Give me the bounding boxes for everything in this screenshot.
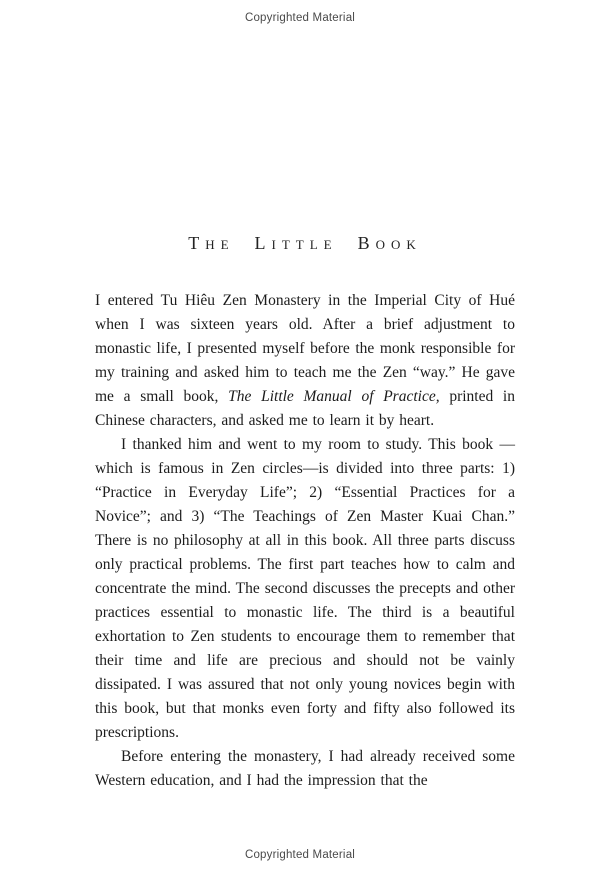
title-word <box>255 220 338 256</box>
title-letters: HE <box>205 237 235 252</box>
paragraph-3: Before entering the monastery, I had already received some Western education, and I had the impression that the <box>95 748 515 789</box>
title-initial: B <box>357 233 376 253</box>
title-initial: T <box>188 233 206 253</box>
title-word <box>358 220 422 256</box>
chapter-title <box>95 220 515 257</box>
title-letters: OOK <box>375 237 422 252</box>
copyright-notice-bottom: Copyrighted Material <box>244 849 356 861</box>
paragraph-1-text: printed in Chinese characters, and asked me to learn it by heart. <box>95 388 515 429</box>
paragraph-2: I thanked him and went to my room to study. This book —which is famous in Zen circles—is divided into three parts: 1) “Practice in Everyday Life”; 2) “Essential Practices for a Novice”; and 3) “The Teachings of Zen Master Kuai Chan.” There is no philosophy at all in this book. All three parts discuss only practical problems. The first part teaches how to calm and concentrate the mind. The second discusses the precepts and other practices essential to monastic life. The third is a beautiful exhortation to Zen students to encourage them to remember that their time and life are precious and should not be vainly dissipated. I was assured that not only young novices begin with this book, but that monks even forty and fifty also followed its prescriptions. <box>95 436 515 741</box>
title-word <box>188 220 234 256</box>
page-content <box>95 0 515 793</box>
title-letters: ITTLE <box>271 237 338 252</box>
copyright-notice-top: Copyrighted Material <box>244 12 356 24</box>
title-initial: L <box>254 233 272 253</box>
paragraph-1 <box>95 289 515 433</box>
paragraph-1-text: I entered Tu Hiêu Zen Monastery in the Imperial City of Hué when I was sixteen years old. After a brief adjustment to monastic life, I presented myself before the monk responsible for my training and asked him to teach me the Zen “way.” He gave me a small book, <box>95 292 515 405</box>
book-title-italic: The Little Manual of Practice, <box>228 388 440 405</box>
